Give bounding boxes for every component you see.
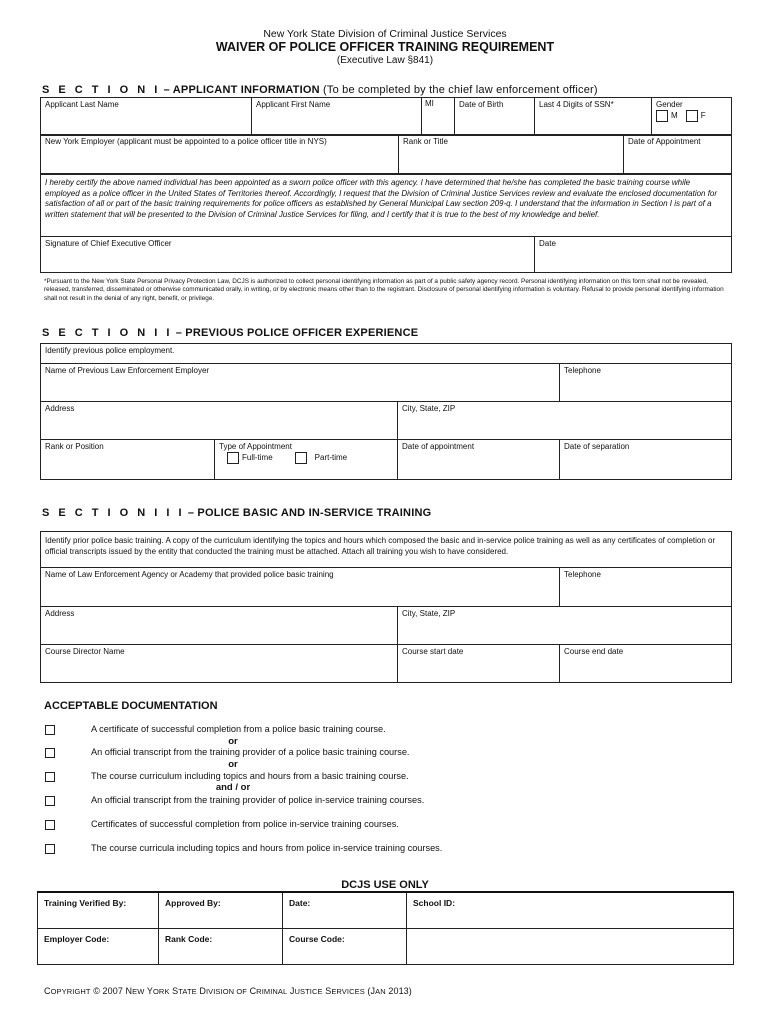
training-agency-field[interactable]: Name of Law Enforcement Agency or Academy that provided police basic training [41,568,560,607]
section1-table [40,97,732,136]
section2-address-field[interactable]: Address [41,402,398,440]
signature-date-field[interactable]: Date [535,237,732,273]
section3-table [40,531,732,683]
ssn-field[interactable]: Last 4 Digits of SSN* [535,98,652,136]
gender-f-checkbox[interactable] [686,110,698,122]
certification-statement: I hereby certify the above named individual has been appointed as a sworn police officer with this agency. I have determined that he/she has completed the basic training course while employed as a police officer in the United States of Territories thereof. Accordingly, I request that the Division of Criminal Justice Services review and evaluate the enclosed documentation for satisfaction of all or part of the basic training requirements for police officers as established by General Municipal Law section 209-q. I understand that the information in Section I is part of a written statement that will be presented to the Division of Criminal Justice Services for filing, and I certify that it is true to the best of my knowledge and belief. [41,174,732,237]
doc-checkbox-4[interactable] [45,796,55,806]
section3-title: S E C T I O N I I I – POLICE BASIC AND IN-SERVICE TRAINING [42,507,432,519]
conj-andor: and / or [215,782,251,793]
agency-name: New York State Division of Criminal Justice Services [263,28,507,40]
doc-checkbox-2[interactable] [45,748,55,758]
doc-checkbox-1[interactable] [45,725,55,735]
date-appointment-field[interactable]: Date of Appointment [624,135,732,175]
course-code-field[interactable]: Course Code: [283,928,407,964]
section2-table [40,343,732,480]
applicant-last-name-field[interactable]: Applicant Last Name [41,98,252,136]
doc-checkbox-6[interactable] [45,844,55,854]
section2-title: S E C T I O N I I – PREVIOUS POLICE OFFICER EXPERIENCE [42,327,419,339]
signature-ceo-field[interactable]: Signature of Chief Executive Officer [41,237,535,273]
section1-title: S E C T I O N I – APPLICANT INFORMATION (To be completed by the chief law enforcement officer) [42,84,598,96]
acceptable-documentation-title: ACCEPTABLE DOCUMENTATION [44,700,218,712]
conj-or-1: or [228,736,238,747]
rank-code-field[interactable]: Rank Code: [159,928,283,964]
dcjs-blank-field[interactable] [407,928,734,964]
doc-checkbox-5[interactable] [45,820,55,830]
rank-position-field[interactable]: Rank or Position [41,440,215,480]
applicant-first-name-field[interactable]: Applicant First Name [252,98,455,136]
section2-city-field[interactable]: City, State, ZIP [398,402,732,440]
section1-employer-table [40,134,732,175]
school-id-field[interactable]: School ID: [407,892,734,928]
ny-employer-field[interactable]: New York Employer (applicant must be appointed to a police officer title in NYS) [41,135,399,175]
training-verified-field[interactable]: Training Verified By: [38,892,159,928]
approved-by-field[interactable]: Approved By: [159,892,283,928]
course-director-field[interactable]: Course Director Name [41,645,398,683]
fulltime-checkbox[interactable] [227,452,239,464]
date-of-birth-field[interactable]: Date of Birth [455,98,535,136]
parttime-checkbox[interactable] [295,452,307,464]
copyright-footer: COPYRIGHT © 2007 NEW YORK STATE DIVISION OF CRIMINAL JUSTICE SERVICES (JAN 2013) [44,986,412,996]
section1-cert-table [40,173,732,273]
course-start-field[interactable]: Course start date [398,645,560,683]
dcjs-use-only-title: DCJS USE ONLY [341,879,429,891]
previous-employer-field[interactable]: Name of Previous Law Enforcement Employer [41,364,560,402]
dcjs-date-field[interactable]: Date: [283,892,407,928]
section3-city-field[interactable]: City, State, ZIP [398,607,732,645]
section3-telephone-field[interactable]: Telephone [560,568,732,607]
gender-m-checkbox[interactable] [656,110,668,122]
gender-field: Gender M F [652,98,732,136]
dcjs-table [37,891,734,965]
mi-label: MI [425,99,434,108]
section2-date-appointment-field[interactable]: Date of appointment [398,440,560,480]
date-separation-field[interactable]: Date of separation [560,440,732,480]
section3-intro: Identify prior police basic training. A copy of the curriculum identifying the topics and hours which composed the basic and in-service police training as well as any certificates of completion or official transcripts issued by the entity that conducted the training must be attached. Attach all training you wish to have considered. [41,532,732,568]
doc-checkbox-3[interactable] [45,772,55,782]
section2-intro: Identify previous police employment. [41,344,732,364]
form-title: WAIVER OF POLICE OFFICER TRAINING REQUIREMENT [215,40,555,54]
employer-code-field[interactable]: Employer Code: [38,928,159,964]
course-end-field[interactable]: Course end date [560,645,732,683]
type-appointment-field: Type of Appointment Full-time Part-time [215,440,398,480]
section2-telephone-field[interactable]: Telephone [560,364,732,402]
rank-title-field[interactable]: Rank or Title [399,135,624,175]
form-law-reference: (Executive Law §841) [336,55,434,66]
mi-divider [421,97,422,135]
section3-address-field[interactable]: Address [41,607,398,645]
conj-or-2: or [228,759,238,770]
privacy-notice: *Pursuant to the New York State Personal Privacy Protection Law, DCJS is authorized to collect personal identifying information as part of a public safety agency record. Personal identifying information on this form shall not be revealed, released, transferred, disseminated or otherwise communicated orally, in writing, or by electronic means other than to the registrant. Disclosure of personal identifying information is voluntary. Refusal to provide personal identifying information shall not result in the denial of any right, benefit, or privilege. [44,278,724,302]
